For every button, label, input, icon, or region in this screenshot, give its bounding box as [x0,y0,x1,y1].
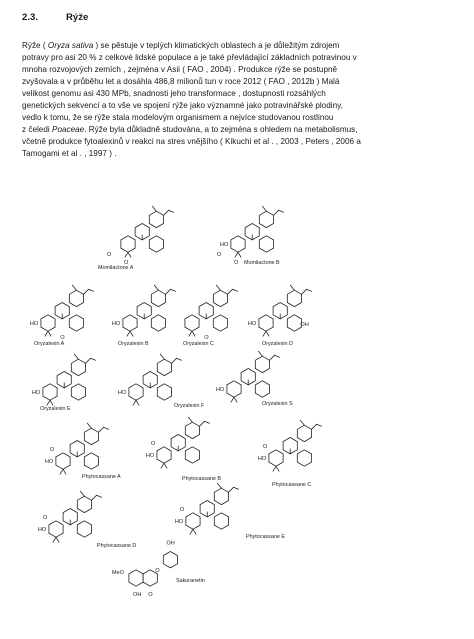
o-label: O [49,446,55,453]
ho-label: HO [215,387,225,393]
ho-label: HO [247,321,257,327]
text-run: z čeledi [22,125,52,135]
o-label: O [106,252,112,259]
compound-caption: Oryzalexin S [262,401,293,407]
structure-oryzalexin-d [248,285,312,347]
family-name: Poaceae [52,125,85,135]
o-label: O [179,506,185,513]
compound-caption: Momilactone A [98,265,134,271]
paragraph-line: genetických sekvencí a to vše ve spojení rýže jako významné jako potravinářské plodiny, [22,101,343,111]
o-label: O [216,252,222,259]
ho-label: HO [44,459,54,465]
ho-label: HO [37,527,47,533]
section-number: 2.3. [22,12,39,23]
oh-label: OH [133,592,142,599]
oh-label: OH [300,322,309,328]
compound-caption: Momilactone B [244,260,280,266]
text-run: ) se pěstuje v teplých klimatických oblastech a je důležitým zdrojem [93,41,340,50]
structure-oryzalexin-c [183,285,238,347]
ho-label: HO [31,390,41,396]
structure-phytocassane-b [146,417,221,482]
ho-label: HO [174,519,184,525]
structure-oryzalexin-e [32,354,96,412]
structure-phytocassane-d [38,491,136,549]
compound-caption: Phytocassane A [82,474,121,480]
structure-momilactone-b [217,206,284,266]
compound-caption: Oryzalexin C [183,341,214,347]
o-label: O [155,567,160,574]
structure-oryzalexin-s [216,351,293,407]
ho-label: HO [219,242,229,248]
ho-label: HO [117,390,127,396]
section-title: Rýže [66,12,89,23]
compound-caption: Oryzalexin D [262,341,293,347]
meo-label: MeO [111,570,125,576]
o-label: O [204,335,209,342]
oh-label: OH [166,540,175,547]
structure-oryzalexin-b [112,285,176,347]
structure-oryzalexin-f [118,354,205,409]
structure-phytocassane-c [258,420,322,488]
ho-label: HO [111,321,121,327]
paragraph-line: včetně produkce fytoalexinů v reakci na stres vnějšího ( Kikuchi et al . , 2003 , Peters , 2006 a [22,137,361,147]
o-label: O [42,514,48,521]
o-label: O [262,443,268,450]
ho-label: HO [29,321,39,327]
text-run: . Rýže byla důkladně studována, a to zejména s ohledem na metabolismus, [84,125,358,135]
structure-momilactone-a [98,206,174,271]
compound-caption: Sakuranetin [176,578,205,584]
compound-caption: Phytocassane E [246,534,285,540]
paragraph-line: zvyšovala a v průběhu let a dosáhla 486,8 milionů tun v roce 2012 ( FAO , 2012b ) Malá [22,77,340,87]
text-run: Rýže ( [22,41,48,50]
paragraph-line: mnoha rozvojových zemích , zejména v Asii ( FAO , 2004) . Produkce rýže se postupně [22,65,338,75]
species-name: Oryza sativa [47,41,94,50]
compound-caption: Oryzalexin B [118,341,149,347]
compound-caption: Phytocassane D [97,543,137,549]
o-label: O [124,260,129,267]
compound-caption: Phytocassane C [272,482,312,488]
paragraph-line: potravy pro asi 20 % z celkové lidské populace a je také převládající základních potravinou v [22,53,357,63]
o-label: O [60,335,65,342]
structure-phytocassane-a [45,423,121,480]
structure-sakuranetin [112,540,205,598]
compound-caption: Oryzalexin F [174,403,205,409]
compound-caption: Phytocassane B [182,476,221,482]
ho-label: HO [145,453,155,459]
o-label: O [150,440,156,447]
o-label: O [148,592,153,599]
compound-caption: Oryzalexin A [34,341,65,347]
o-label: O [234,260,239,267]
compound-caption: Oryzalexin E [40,406,71,412]
paragraph-line: Tamogami et al . , 1997 ) . [22,149,117,159]
paragraph-line: vedlo k tomu, že se rýže stala modelovým organismem a nejvíce studovanou rostlinou [22,113,334,123]
structure-oryzalexin-a [30,285,94,347]
structure-phytocassane-e [175,483,285,540]
paragraph-line: velikost genomu asi 430 MPb, snadnosti jeho transformace , dostupnosti rozsáhlých [22,89,326,99]
ho-label: HO [257,456,267,462]
